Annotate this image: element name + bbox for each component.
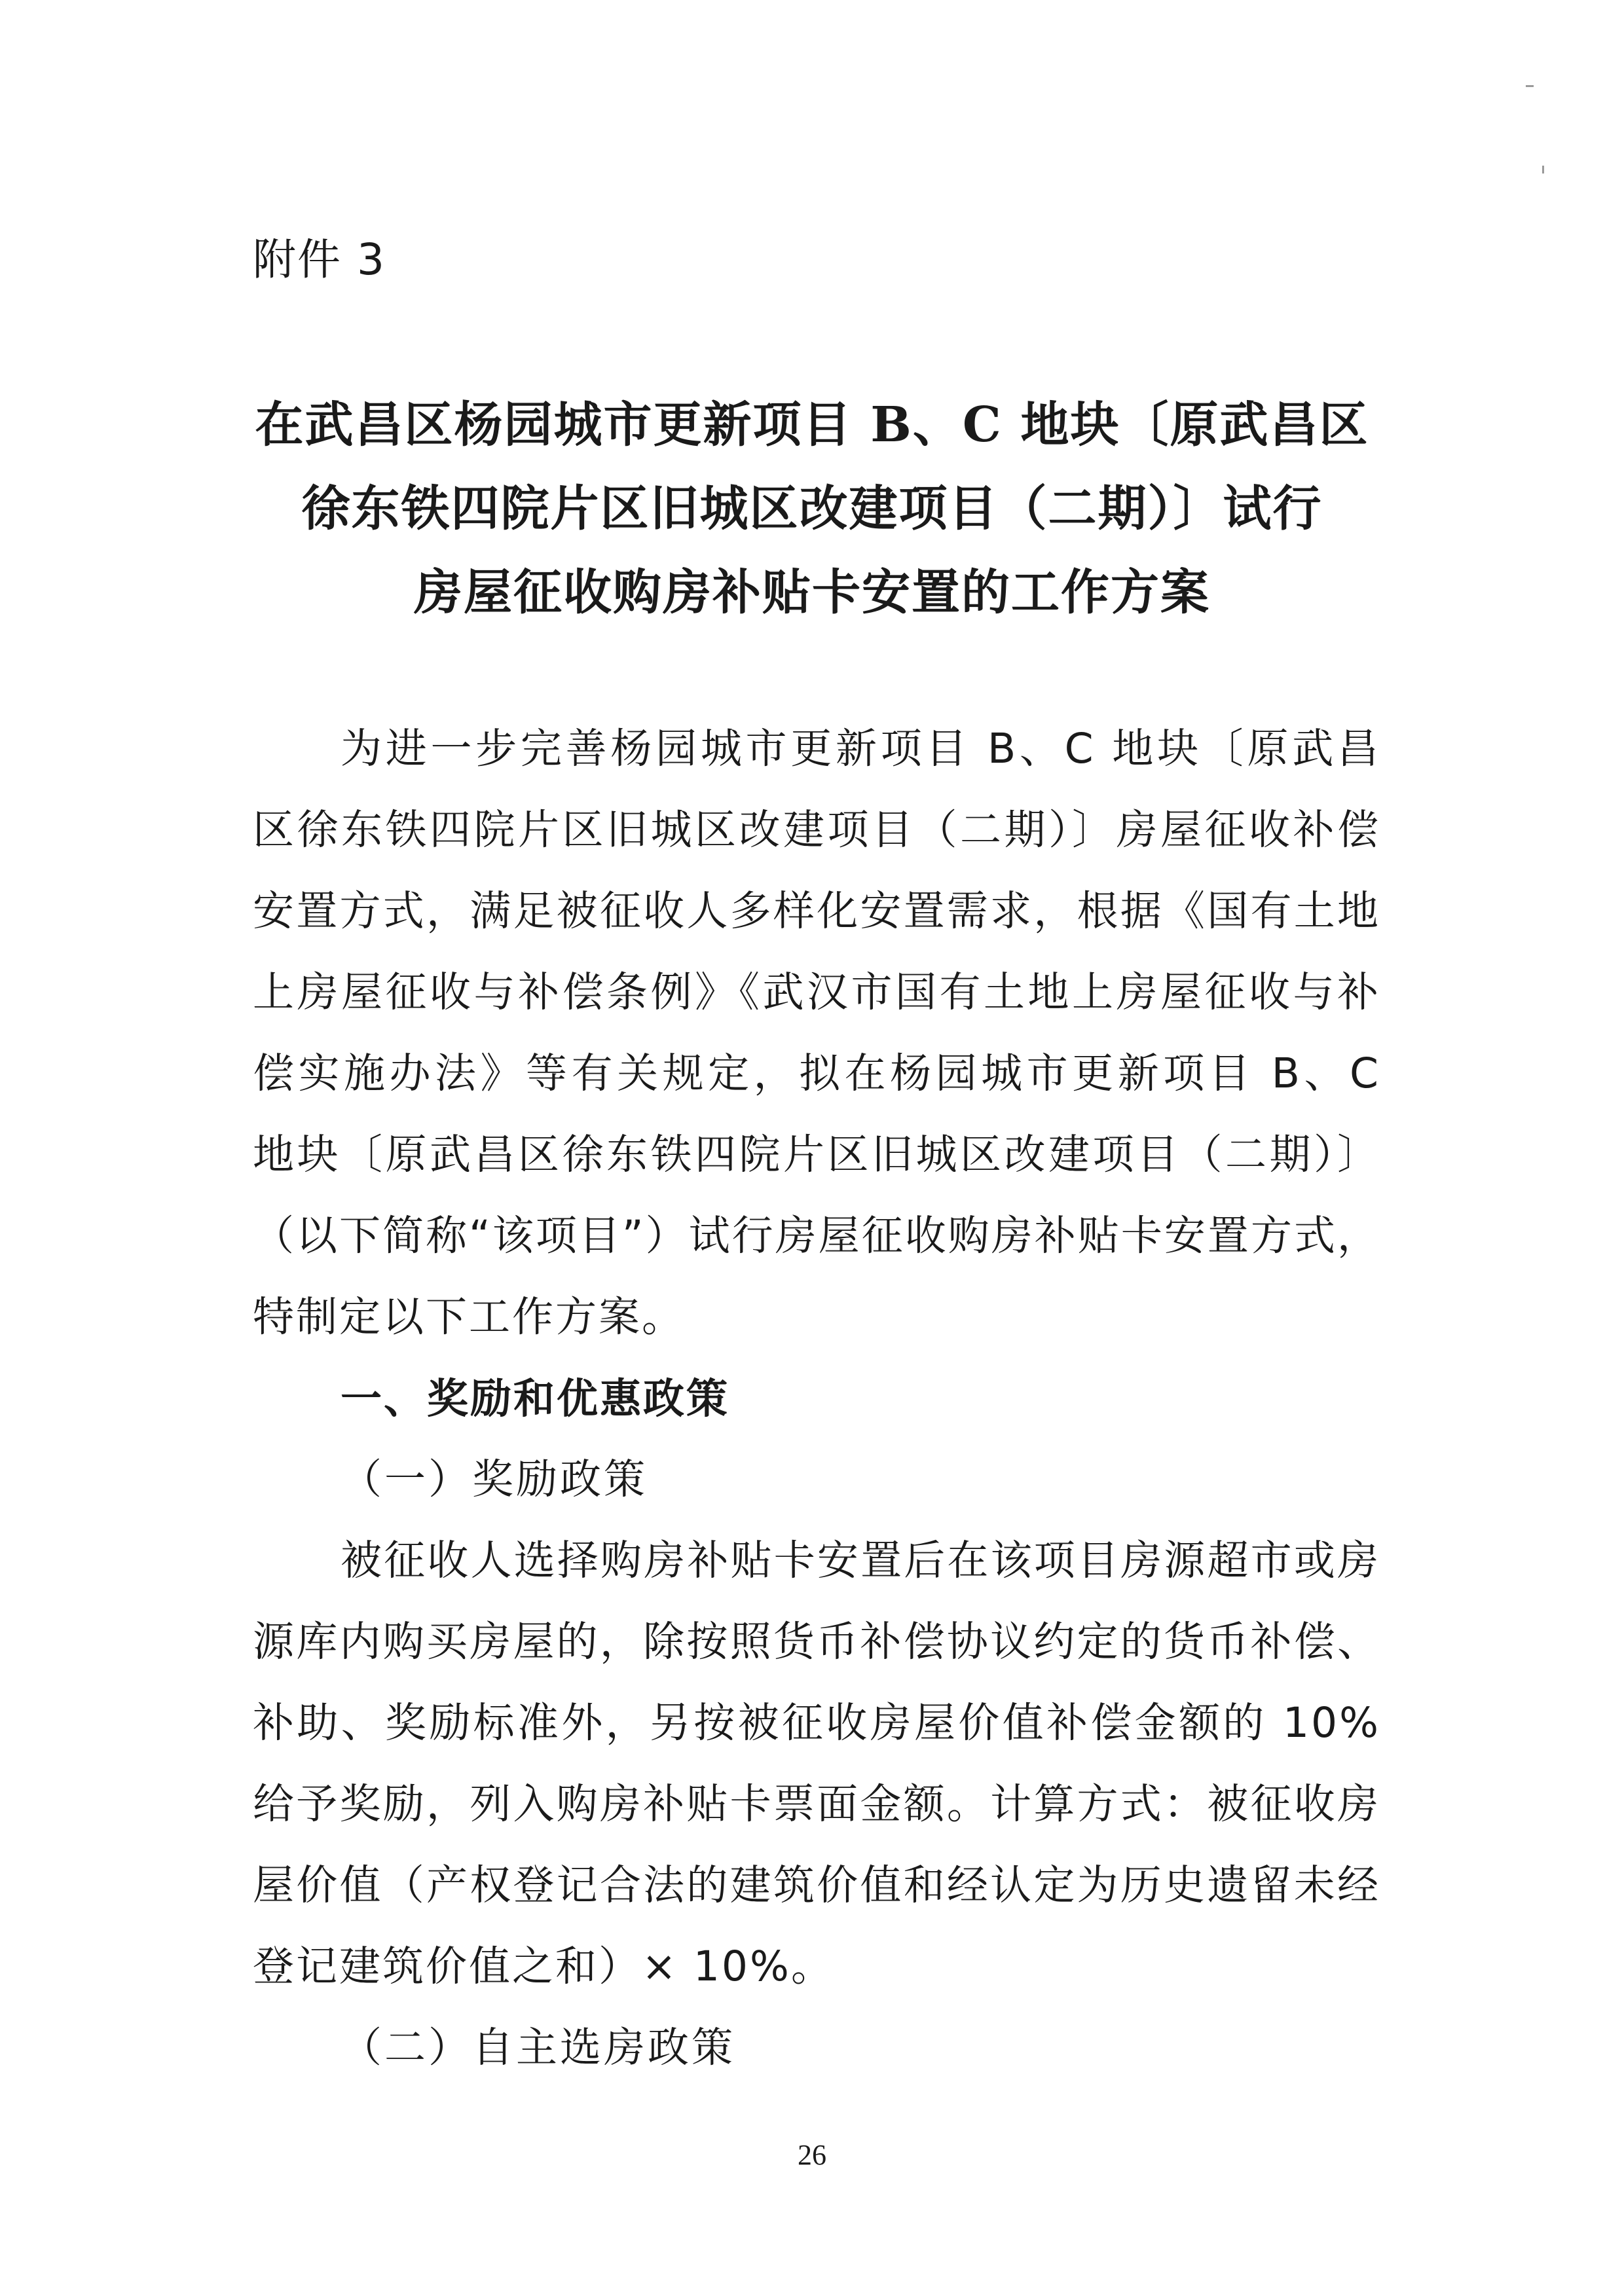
subsection-heading: （二）自主选房政策 <box>341 2024 735 2071</box>
section-heading: 一、奖励和优惠政策 <box>341 1374 729 1423</box>
title-line: 徐东铁四院片区旧城区改建项目（二期）〕试行 <box>301 481 1323 537</box>
document-body <box>253 708 1380 2088</box>
title-line: 在武昌区杨园城市更新项目 B、C 地块〔原武昌区 <box>255 397 1369 453</box>
title-line: 房屋征收购房补贴卡安置的工作方案 <box>414 564 1210 621</box>
subsection-heading: （一）奖励政策 <box>341 1455 648 1503</box>
attachment-label: 附件 3 <box>253 234 386 285</box>
reward-policy-paragraph: 被征收人选择购房补贴卡安置后在该项目房源超市或房源库内购买房屋的，除按照货币补偿协议约定的货币补偿、补助、奖励标准外，另按被征收房屋价值补偿金额的 10% 给予奖励，列入购房补贴卡票面金额。计算方式：被征收房屋价值（产权登记合法的建筑价值和经认定为历史遗留未经登记建筑价值之和）× 10%。 <box>253 1537 1380 1990</box>
scan-speck <box>1526 85 1534 87</box>
intro-paragraph: 为进一步完善杨园城市更新项目 B、C 地块〔原武昌区徐东铁四院片区旧城区改建项目（二期）〕房屋征收补偿安置方式，满足被征收人多样化安置需求，根据《国有土地上房屋征收与补偿条例》《武汉市国有土地上房屋征收与补偿实施办法》等有关规定，拟在杨园城市更新项目 B、C 地块〔原武昌区徐东铁四院片区旧城区改建项目（二期）〕（以下简称“该项目”）试行房屋征收购房补贴卡安置方式，特制定以下工作方案。 <box>253 725 1380 1341</box>
document-title <box>196 383 1428 634</box>
scan-speck <box>1542 166 1544 173</box>
page-number: 26 <box>798 2139 826 2171</box>
